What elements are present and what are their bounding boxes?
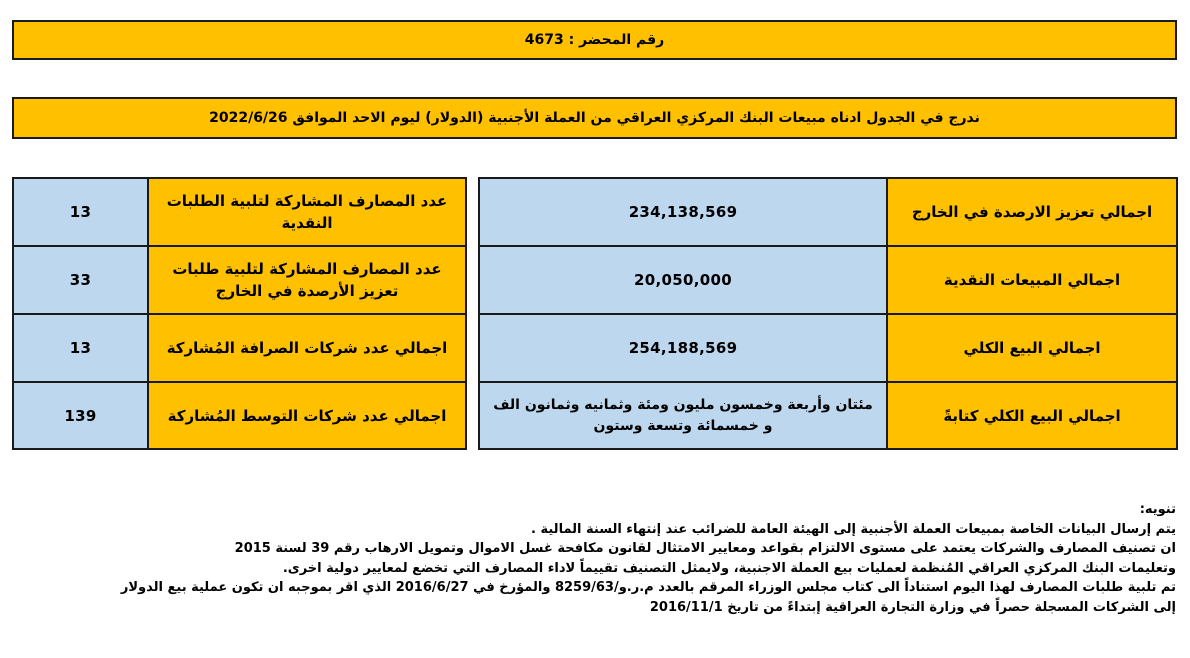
- table-row-label: اجمالي عدد شركات الصرافة المُشاركة: [149, 315, 465, 381]
- participants-table: [12, 177, 467, 450]
- note-line: ان تصنيف المصارف والشركات يعتمد على مستوى الالتزام بقواعد ومعايير الامتثال لقانون مكافحة غسل الاموال وتمويل الارهاب رقم 39 لسنة 2015: [234, 541, 1176, 556]
- table-row-label: عدد المصارف المشاركة لتلبية طلبات تعزيز الأرصدة في الخارج: [149, 247, 465, 313]
- notes-section: [16, 500, 1176, 617]
- record-number: رقم المحضر : 4673: [524, 32, 665, 48]
- table-row-value: 13: [14, 179, 147, 245]
- note-line: إلى الشركات المسجلة حصراً في وزارة التجارة العراقية إبتداءً من تاريخ 2016/11/1: [649, 599, 1176, 615]
- table-row-value: 33: [14, 247, 147, 313]
- record-number-banner: [12, 20, 1177, 60]
- table-row-value: مئتان وأربعة وخمسون مليون ومئة وثمانيه وثمانون الف و خمسمائة وتسعة وستون: [480, 383, 886, 448]
- table-row-label: اجمالي البيع الكلي كتابةً: [888, 383, 1176, 448]
- table-row-value: 234,138,569: [480, 179, 886, 245]
- note-line: تم تلبية طلبات المصارف لهذا اليوم استناداً الى كتاب مجلس الوزراء المرقم بالعدد م.ر.و/8259/63 والمؤرخ في 2016/6/27 الذي اقر بموجبه ان تكون عملية بيع الدولار: [120, 580, 1176, 595]
- table-row-value: 139: [14, 383, 147, 448]
- note-line: يتم إرسال البيانات الخاصة بمبيعات العملة الأجنبية إلى الهيئة العامة للضرائب عند إنتهاء السنة المالية .: [531, 521, 1176, 537]
- table-row-value: 20,050,000: [480, 247, 886, 313]
- table-row-value: 13: [14, 315, 147, 381]
- sales-totals-table: [478, 177, 1178, 450]
- table-row-label: اجمالي المبيعات النقدية: [888, 247, 1176, 313]
- intro-text: ندرج في الجدول ادناه مبيعات البنك المركزي العراقي من العملة الأجنبية (الدولار) ليوم الاحد الموافق 2022/6/26: [209, 110, 980, 126]
- table-row-label: اجمالي البيع الكلي: [888, 315, 1176, 381]
- table-row-label: اجمالي تعزيز الارصدة في الخارج: [888, 179, 1176, 245]
- notes-title: تنويه:: [1139, 502, 1176, 517]
- note-line: وتعليمات البنك المركزي العراقي المُنظمة لعمليات بيع العملة الاجنبية، ولايمثل التصنيف تقييماً لاداء المصارف التي تخضع لمعايير دولية اخرى.: [282, 560, 1176, 576]
- table-row-label: عدد المصارف المشاركة لتلبية الطلبات النقدية: [149, 179, 465, 245]
- table-row-value: 254,188,569: [480, 315, 886, 381]
- intro-banner: [12, 97, 1177, 139]
- table-row-label: اجمالي عدد شركات التوسط المُشاركة: [149, 383, 465, 448]
